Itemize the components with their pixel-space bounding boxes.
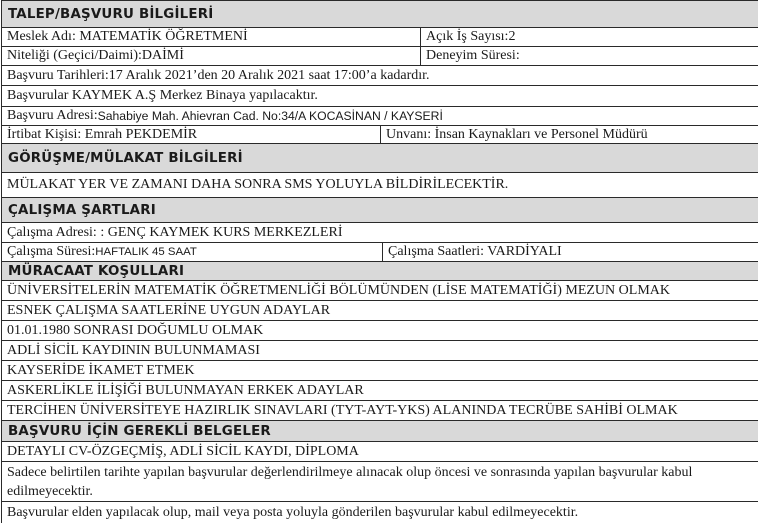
muracaat-item <box>2 301 758 321</box>
niteligi: Niteliği (Geçici/Daimi):DAİMİ <box>7 48 184 63</box>
deneyim-suresi: Deneyim Süresi: <box>420 47 758 65</box>
belge-notu-2: Başvurular elden yapılacak olup, mail veya posta yoluyla gönderilen başvurular kabul edilmeyecektir. <box>7 504 579 520</box>
muracaat-item-text: KAYSERİDE İKAMET ETMEK <box>7 362 195 378</box>
calisma-saatleri: Çalışma Saatleri: VARDİYALI <box>382 243 758 261</box>
calisma-adresi: Çalışma Adresi: : GENÇ KAYMEK KURS MERKEZLERİ <box>7 224 343 240</box>
basvuru-adresi-label: Başvuru Adresi: <box>7 108 98 123</box>
basvuru-adresi-value: Sahabiye Mah. Ahievran Cad. No:34/A KOCASİNAN / KAYSERİ <box>97 109 443 123</box>
belge-notu-1: Sadece belirtilen tarihte yapılan başvurular değerlendirilmeye alınacak olup öncesi ve sonrasında yapılan başvurular kabul edilmeyecektir. <box>7 465 693 499</box>
section-header-calisma: ÇALIŞMA ŞARTLARI <box>2 198 758 223</box>
row-basvuru-adresi <box>2 107 758 126</box>
muracaat-item <box>2 361 758 381</box>
muracaat-item-text: ÜNİVERSİTELERİN MATEMATİK ÖĞRETMENLİĞİ BÖLÜMÜNDEN (LİSE MATEMATİĞİ) MEZUN OLMAK <box>7 282 670 298</box>
basvuru-adresi <box>2 107 448 125</box>
calisma-suresi <box>2 243 382 261</box>
row-basvuru-yeri <box>2 86 758 107</box>
muracaat-item-text: TERCİHEN ÜNİVERSİTEYE HAZIRLIK SINAVLARI (TYT-AYT-YKS) ALANINDA TECRÜBE SAHİBİ OLMAK <box>7 402 678 418</box>
muracaat-item <box>2 401 758 421</box>
meslek-adi: Meslek Adı: MATEMATİK ÖĞRETMENİ <box>7 29 248 44</box>
row-belge-notu-2 <box>2 502 758 523</box>
row-basvuru-tarihleri <box>2 66 758 86</box>
row-calisma-sure <box>2 243 758 262</box>
muracaat-item <box>2 381 758 401</box>
calisma-suresi-value: HAFTALIK 45 SAAT <box>95 246 197 258</box>
section-header-gorusme: GÖRÜŞME/MÜLAKAT BİLGİLERİ <box>2 144 758 173</box>
basvuru-yeri: Başvurular KAYMEK A.Ş Merkez Binaya yapılacaktır. <box>7 88 318 103</box>
muracaat-item-text: ESNEK ÇALIŞMA SAATLERİNE UYGUN ADAYLAR <box>7 302 331 318</box>
muracaat-item <box>2 321 758 341</box>
unvani: Unvanı: İnsan Kaynakları ve Personel Müdürü <box>380 126 758 143</box>
muracaat-item-text: ADLİ SİCİL KAYDININ BULUNMAMASI <box>7 342 260 358</box>
job-posting-document <box>1 0 758 523</box>
calisma-suresi-label: Çalışma Süresi: <box>7 244 96 259</box>
row-irtibat <box>2 126 758 144</box>
section-header-muracaat: MÜRACAAT KOŞULLARI <box>2 262 758 281</box>
belge-listesi: DETAYLI CV-ÖZGEÇMİŞ, ADLİ SİCİL KAYDI, DİPLOMA <box>7 443 359 459</box>
section-header-belgeler: BAŞVURU İÇİN GEREKLİ BELGELER <box>2 421 758 442</box>
row-mulakat <box>2 173 758 198</box>
basvuru-tarihleri: Başvuru Tarihleri:17 Aralık 2021’den 20 Aralık 2021 saat 17:00’a kadardır. <box>7 67 430 83</box>
muracaat-item-text: 01.01.1980 SONRASI DOĞUMLU OLMAK <box>7 322 264 338</box>
row-nitelik <box>2 47 758 66</box>
section-header-talep: TALEP/BAŞVURU BİLGİLERİ <box>2 1 758 28</box>
irtibat-kisisi: İrtibat Kişisi: Emrah PEKDEMİR <box>7 126 198 142</box>
muracaat-item <box>2 341 758 361</box>
muracaat-item <box>2 281 758 301</box>
row-meslek <box>2 28 758 47</box>
row-belge-notu-1 <box>2 462 758 502</box>
row-belge-listesi <box>2 442 758 462</box>
muracaat-item-text: ASKERLİKLE İLİŞİĞİ BULUNMAYAN ERKEK ADAYLAR <box>7 382 364 398</box>
row-calisma-adresi <box>2 223 758 243</box>
acik-is-sayisi: Açık İş Sayısı:2 <box>420 28 758 46</box>
mulakat-bilgisi: MÜLAKAT YER VE ZAMANI DAHA SONRA SMS YOLUYLA BİLDİRİLECEKTİR. <box>7 177 509 192</box>
